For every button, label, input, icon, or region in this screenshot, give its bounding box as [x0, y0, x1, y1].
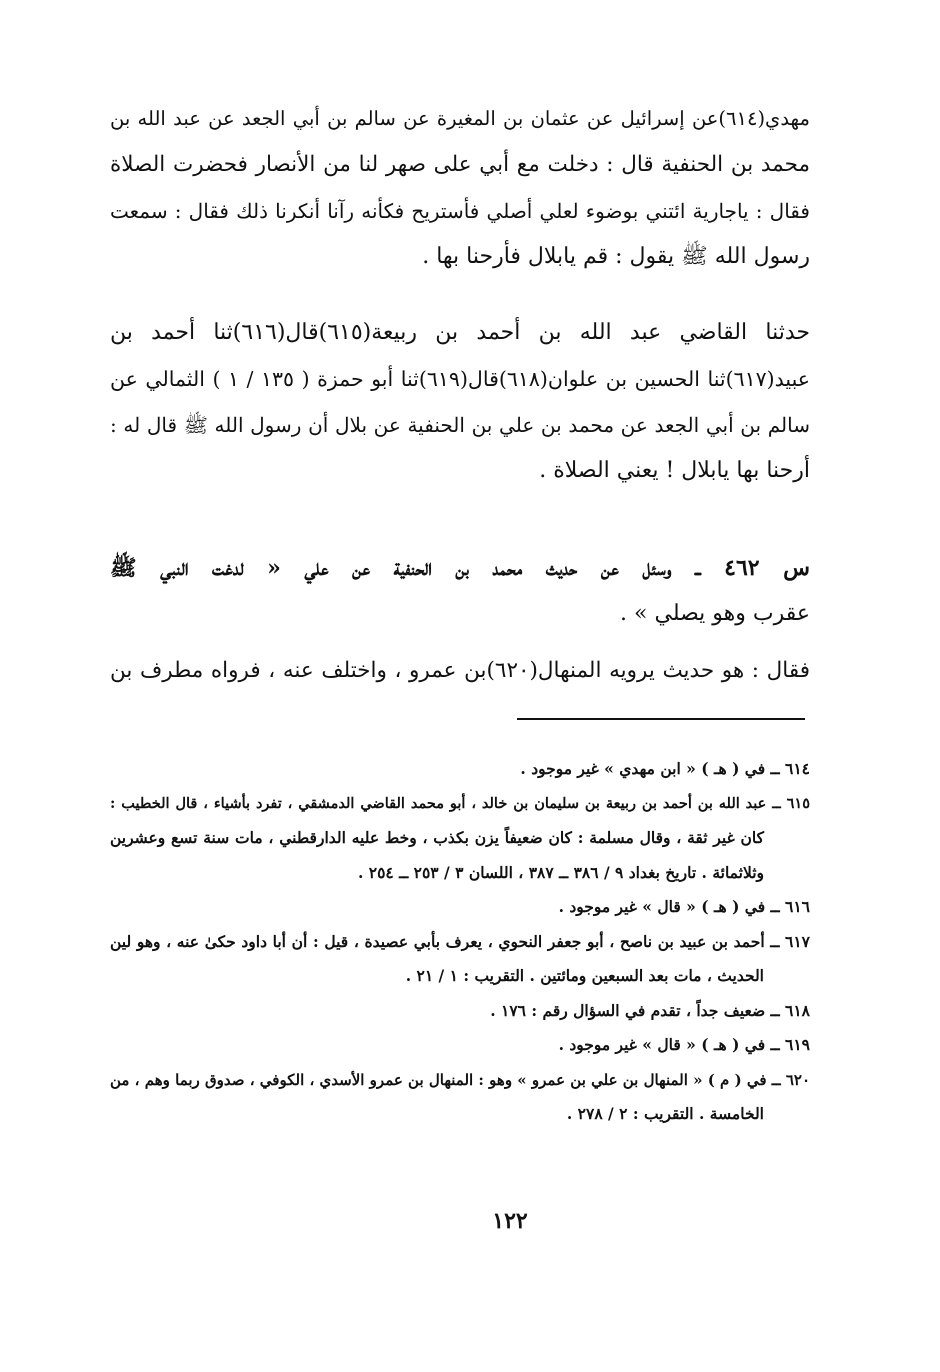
page-number: ١٢٢ [492, 1208, 528, 1234]
footnote-divider [517, 718, 805, 720]
footnote-line: ٦١٥ ــ عبد الله بن أحمد بن ربيعة بن سليمان بن خالد ، أبو محمد القاضي الدمشقي ، تفرد بأشياء ، قال الخطيب : [110, 794, 810, 812]
text-line: عبيد(٦١٧)ثنا الحسين بن علوان(٦١٨)قال(٦١٩)ثنا أبو حمزة ( ١٣٥ / ١ ) الثمالي عن [110, 367, 810, 391]
text-line: فقال : ياجارية ائتني بوضوء لعلي أصلي فأستريح فكأنه رآنا أنكرنا ذلك فقال : سمعت [110, 199, 810, 223]
footnote-line: كان غير ثقة ، وقال مسلمة : كان ضعيفاً يزن بكذب ، وخط عليه الدارقطني ، مات سنة تسع وعشرين [110, 828, 764, 847]
footnote-line: ٦١٧ ــ أحمد بن عبيد بن ناصح ، أبو جعفر النحوي ، يعرف بأبي عصيدة ، قيل : أن أبا داود حكىٰ عنه ، وهو لين [110, 931, 810, 951]
footnotes [110, 752, 810, 1132]
hadith-paragraph-2 [110, 310, 810, 494]
footnote-line: الحديث ، مات بعد السبعين ومائتين . التقريب : ١ / ٢١ . [405, 966, 764, 985]
footnote-line: وثلاثمائة . تاريخ بغداد ٩ / ٣٨٦ ــ ٣٨٧ ، اللسان ٣ / ٢٥٣ ــ ٢٥٤ . [357, 862, 764, 882]
footnote-line: الخامسة . التقريب : ٢ / ٢٧٨ . [566, 1104, 764, 1123]
text-line: مهدي(٦١٤)عن إسرائيل عن عثمان بن المغيرة عن سالم بن أبي الجعد عن عبد الله بن [110, 107, 810, 130]
text-line: حدثنا القاضي عبد الله بن أحمد بن ربيعة(٦١٥)قال(٦١٦)ثنا أحمد بن [110, 320, 810, 345]
question-line: عقرب وهو يصلي » . [620, 601, 810, 626]
text-line: سالم بن أبي الجعد عن محمد بن علي بن الحنفية عن بلال أن رسول الله ﷺ قال له : [110, 413, 810, 437]
question-heading [110, 545, 810, 637]
text-line: أرحنا بها يابلال ! يعني الصلاة . [539, 458, 810, 483]
footnote-line: ٦١٤ ــ في ( هـ ) « ابن مهدي » غير موجود . [520, 759, 810, 778]
question-line: س ٤٦٢ ــ وسئل عن حديث محمد بن الحنفية عن علي « لدغت النبي ﷺ [110, 555, 810, 581]
footnote-line: ٦١٨ ــ ضعيف جداً ، تقدم في السؤال رقم : ١٧٦ . [490, 1000, 810, 1020]
footnote-line: ٦١٩ ــ في ( هـ ) « قال » غير موجود . [558, 1035, 810, 1054]
text-line: فقال : هو حديث يرويه المنهال(٦٢٠)بن عمرو ، واختلف عنه ، فرواه مطرف بن [110, 658, 810, 683]
text-line: محمد بن الحنفية قال : دخلت مع أبي على صهر لنا من الأنصار فحضرت الصلاة [110, 152, 810, 177]
answer-paragraph [110, 648, 810, 694]
text-line: رسول الله ﷺ يقول : قم يابلال فأرحنا بها . [422, 244, 810, 269]
hadith-paragraph-1 [110, 96, 810, 280]
footnote-line: ٦١٦ ــ في ( هـ ) « قال » غير موجود . [558, 897, 810, 916]
footnote-line: ٦٢٠ ــ في ( م ) « المنهال بن علي بن عمرو » وهو : المنهال بن عمرو الأسدي ، الكوفي ، صدوق ربما وهم ، من [110, 1070, 810, 1089]
